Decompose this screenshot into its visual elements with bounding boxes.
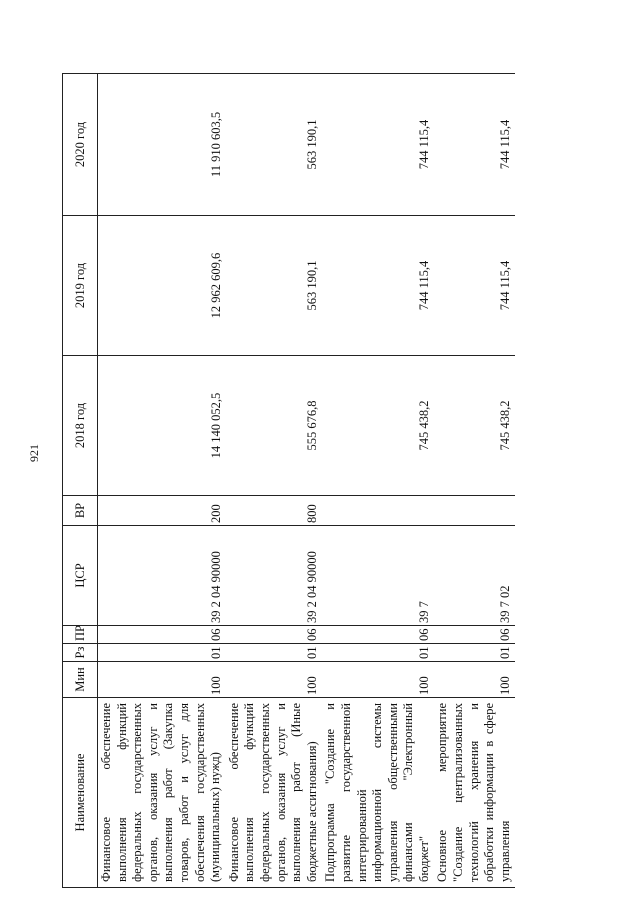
table-header-row [63,74,98,888]
row-vr [322,496,434,526]
row-2020: 744 115,4 [434,74,515,216]
row-pr: 06 [434,626,515,644]
row-pr: 06 [98,626,226,644]
table-row [98,74,226,888]
header-csr: ЦСР [63,526,98,626]
header-2020: 2020 год [63,74,98,216]
row-csr: 39 7 [322,526,434,626]
budget-table [62,73,515,888]
row-min: 100 [434,662,515,698]
row-name: Финансовое обеспечение выполнения функций федеральных государственных органов, оказания услуг и выполнения работ (Закупка товаров, работ и услуг для обеспечения государственных (муниципальных) нужд) [98,698,226,888]
row-pr: 06 [226,626,323,644]
row-vr: 200 [98,496,226,526]
row-vr: 800 [226,496,323,526]
row-name: Финансовое обеспечение выполнения функций федеральных государственных органов, оказания услуг и выполнения работ (Иные бюджетные ассигнования) [226,698,323,888]
row-csr: 39 2 04 90000 [226,526,323,626]
row-2019: 744 115,4 [322,216,434,356]
row-2019: 563 190,1 [226,216,323,356]
row-2018: 745 438,2 [322,356,434,496]
row-min: 100 [98,662,226,698]
row-pr: 06 [322,626,434,644]
header-name: Наименование [63,698,98,888]
header-pr: ПР [63,626,98,644]
row-rz: 01 [98,644,226,662]
table-row [434,74,515,888]
row-2018: 745 438,2 [434,356,515,496]
row-2018: 14 140 052,5 [98,356,226,496]
header-vr: ВР [63,496,98,526]
table-row [226,74,323,888]
row-rz: 01 [226,644,323,662]
row-2019: 744 115,4 [434,216,515,356]
row-2020: 11 910 603,5 [98,74,226,216]
row-2020: 563 190,1 [226,74,323,216]
row-csr: 39 7 02 [434,526,515,626]
row-vr [434,496,515,526]
row-min: 100 [322,662,434,698]
row-min: 100 [226,662,323,698]
row-name: Подпрограмма "Создание и развитие государственной интегрированной информационной системы управления общественными финансами "Электронный бюджет" [322,698,434,888]
header-2018: 2018 год [63,356,98,496]
row-rz: 01 [434,644,515,662]
row-name: Основное мероприятие "Создание централизованных технологий хранения и обработки информации в сфере управления [434,698,515,888]
table-row [322,74,434,888]
header-min: Мин [63,662,98,698]
row-csr: 39 2 04 90000 [98,526,226,626]
rotated-page-content [62,62,578,888]
row-rz: 01 [322,644,434,662]
page-number: 921 [27,444,41,462]
header-rz: Рз [63,644,98,662]
row-2020: 744 115,4 [322,74,434,216]
header-2019: 2019 год [63,216,98,356]
row-2018: 555 676,8 [226,356,323,496]
row-2019: 12 962 609,6 [98,216,226,356]
